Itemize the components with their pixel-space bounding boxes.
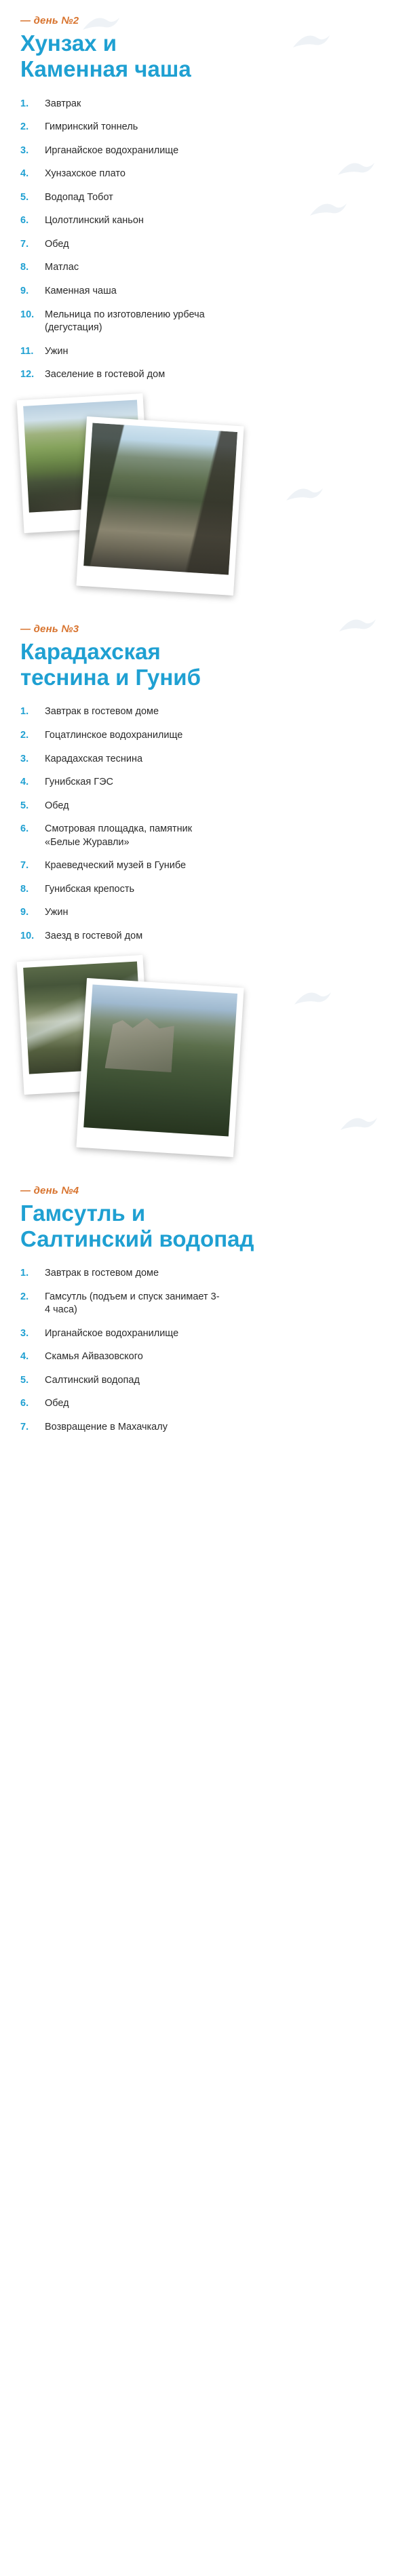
day-eyebrow-3: — день №3 xyxy=(20,623,79,635)
day-section-3 xyxy=(0,623,407,1158)
list-item: Обед xyxy=(45,238,69,250)
list-item: Салтинский водопад xyxy=(45,1374,140,1386)
day-2-itinerary-list xyxy=(0,98,407,382)
day-title-line-2: Салтинский водопад xyxy=(20,1226,254,1251)
list-item: Матлас xyxy=(45,262,79,273)
list-item: Краеведческий музей в Гунибе xyxy=(45,860,187,872)
list-item: Смотровая площадка, памятник «Белые Журавли» xyxy=(45,823,193,848)
day-title-line-1: Гамсутль и xyxy=(20,1200,146,1226)
list-item: Карадахская теснина xyxy=(45,753,143,764)
photo-stone-bowl-canyon xyxy=(76,416,244,596)
list-item: Гамсутль (подъем и спуск занимает 3-4 часа) xyxy=(45,1291,220,1316)
day-title-line-1: Карадахская xyxy=(20,638,161,664)
photo-image xyxy=(83,423,237,574)
list-item: Гунибская крепость xyxy=(45,883,135,895)
list-item: Ужин xyxy=(45,345,69,357)
list-item: Завтрак в гостевом доме xyxy=(45,706,159,718)
day-title-line-1: Хунзах и xyxy=(20,31,117,56)
day-section-2 xyxy=(0,0,407,596)
list-item: Возвращение в Махачкалу xyxy=(45,1422,168,1433)
list-item: Ужин xyxy=(45,907,69,918)
list-item: Гунибская ГЭС xyxy=(45,777,113,788)
list-item: Мельница по изготовлению урбеча (дегустация) xyxy=(45,309,205,334)
day-title-3 xyxy=(0,639,285,691)
day-title-line-2: Каменная чаша xyxy=(20,56,191,82)
list-item: Гимринский тоннель xyxy=(45,121,138,133)
day-section-4 xyxy=(0,1185,407,1435)
list-item: Обед xyxy=(45,1398,69,1409)
section-spacer xyxy=(0,1158,407,1185)
list-item: Гоцатлинское водохранилище xyxy=(45,729,183,741)
list-item: Завтрак xyxy=(45,98,81,109)
section-spacer xyxy=(0,596,407,623)
list-item: Цолотлинский каньон xyxy=(45,215,144,227)
day-eyebrow-2: — день №2 xyxy=(20,15,79,26)
list-item: Ирганайское водохранилище xyxy=(45,1327,179,1339)
list-item: Заезд в гостевой дом xyxy=(45,931,143,941)
list-item: Каменная чаша xyxy=(45,286,117,297)
photo-image xyxy=(83,984,237,1136)
day-title-line-2: теснина и Гуниб xyxy=(20,665,201,690)
list-item: Заселение в гостевой дом xyxy=(45,369,166,380)
day-title-2 xyxy=(0,31,285,83)
photo-gunib-fortress xyxy=(76,978,244,1157)
day-3-itinerary-list xyxy=(0,705,407,943)
day-eyebrow-4: — день №4 xyxy=(20,1184,79,1196)
list-item: Скамья Айвазовского xyxy=(45,1351,143,1363)
day-title-4 xyxy=(0,1201,285,1253)
list-item: Хунзахское плато xyxy=(45,168,125,180)
list-item: Водопад Тобот xyxy=(45,191,113,203)
list-item: Завтрак в гостевом доме xyxy=(45,1268,159,1279)
list-item: Обед xyxy=(45,800,69,811)
day-3-photo-group xyxy=(0,954,407,1158)
day-2-photo-group xyxy=(0,393,407,596)
list-item: Ирганайское водохранилище xyxy=(45,144,179,156)
day-4-itinerary-list xyxy=(0,1267,407,1435)
